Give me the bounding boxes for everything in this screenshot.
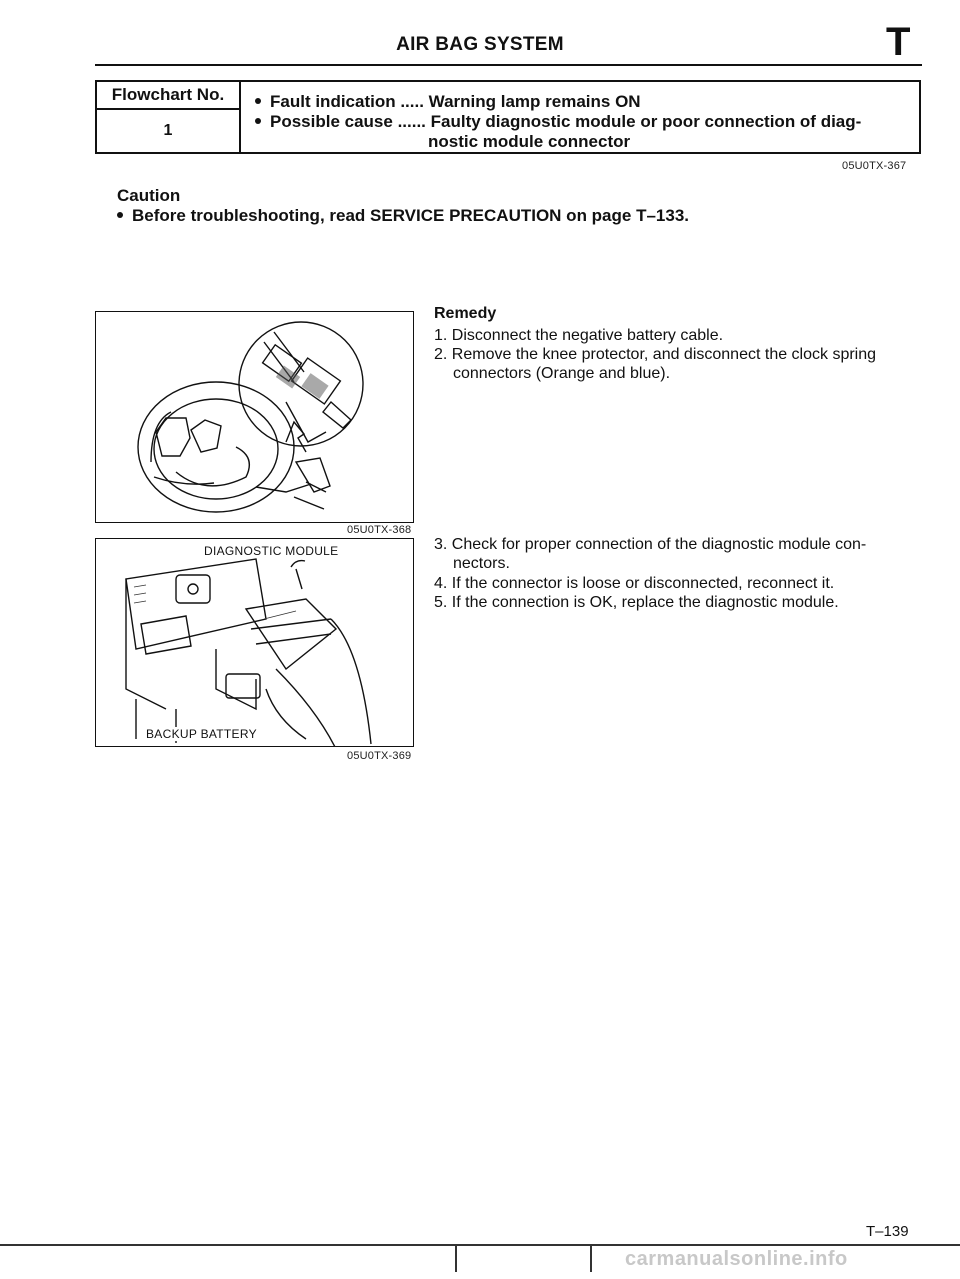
remedy-title: Remedy xyxy=(434,305,497,322)
possible-cause-text: Possible cause ...... Faulty diagnostic module or poor connection of diag- xyxy=(270,112,862,131)
figure-clock-spring xyxy=(95,311,414,523)
diagnostic-module-label: DIAGNOSTIC MODULE xyxy=(204,544,339,558)
caution-title: Caution xyxy=(117,186,181,205)
possible-cause-continuation: nostic module connector xyxy=(428,132,631,151)
flowchart-code: 05U0TX-367 xyxy=(842,160,907,172)
fault-indication-text: Fault indication ..... Warning lamp remains ON xyxy=(270,92,641,111)
caution-item xyxy=(117,206,689,226)
remedy-step-5: 5. If the connection is OK, replace the diagnostic module. xyxy=(434,594,839,611)
figure-2-code: 05U0TX-369 xyxy=(347,750,412,762)
flowchart-header-label: Flowchart No. xyxy=(97,82,239,110)
remedy-step-2-continuation: connectors (Orange and blue). xyxy=(453,365,671,382)
footer-tick xyxy=(590,1244,592,1272)
watermark: carmanualsonline.info xyxy=(625,1248,848,1270)
fault-indication-line xyxy=(255,92,641,112)
flowchart-table xyxy=(95,80,921,154)
page-number: T–139 xyxy=(866,1223,909,1240)
flowchart-number: 1 xyxy=(163,122,173,139)
section-letter: T xyxy=(886,20,911,64)
header-rule xyxy=(95,64,922,66)
remedy-step-4: 4. If the connector is loose or disconnected, reconnect it. xyxy=(434,575,835,592)
backup-battery-label: BACKUP BATTERY xyxy=(146,727,257,741)
remedy-step-1: 1. Disconnect the negative battery cable. xyxy=(434,327,724,344)
bullet-icon xyxy=(117,212,123,218)
flowchart-number-cell xyxy=(97,82,241,152)
bullet-icon xyxy=(255,98,261,104)
caution-text: Before troubleshooting, read SERVICE PRECAUTION on page T–133. xyxy=(132,206,689,225)
remedy-step-2: 2. Remove the knee protector, and disconnect the clock spring xyxy=(434,346,877,363)
figure-1-code: 05U0TX-368 xyxy=(347,524,412,536)
footer-rule xyxy=(0,1244,960,1246)
remedy-step-3: 3. Check for proper connection of the diagnostic module con- xyxy=(434,536,867,553)
footer-tick xyxy=(455,1244,457,1272)
diagnostic-module-illustration xyxy=(96,539,414,747)
page-title: AIR BAG SYSTEM xyxy=(396,34,564,55)
remedy-step-3-continuation: nectors. xyxy=(453,555,510,572)
figure-diagnostic-module xyxy=(95,538,414,747)
steering-wheel-illustration xyxy=(96,312,414,523)
possible-cause-line xyxy=(255,112,861,132)
bullet-icon xyxy=(255,118,261,124)
